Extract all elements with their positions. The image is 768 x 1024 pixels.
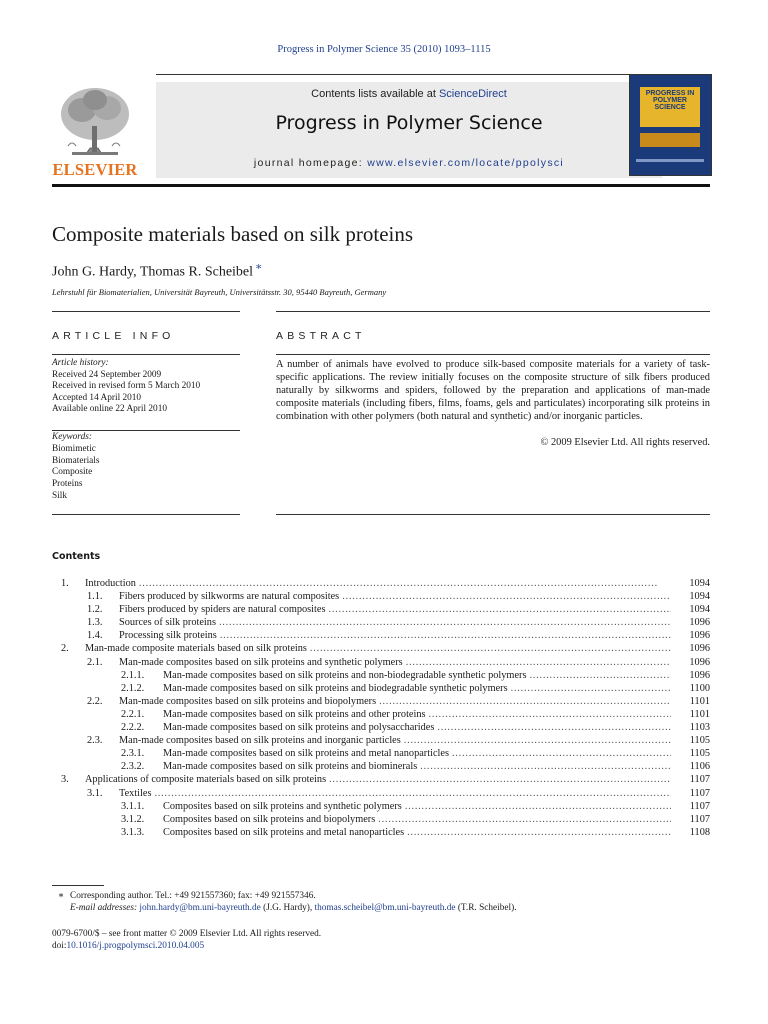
journal-name: Progress in Polymer Science [275, 112, 543, 134]
info-rule-top [52, 311, 240, 312]
toc-entry-number: 2.2.1. [121, 708, 145, 720]
toc-entry[interactable] [52, 760, 710, 773]
toc-entry-number: 2.2.2. [121, 722, 145, 734]
journal-header [52, 74, 710, 186]
toc-entry-number: 2.1. [87, 656, 103, 668]
toc-entry-page: 1105 [689, 735, 710, 747]
toc-entry[interactable] [52, 603, 710, 616]
toc-dot-leader [511, 682, 671, 695]
toc-entry-title[interactable]: Applications of composite materials based on silk proteins [85, 774, 327, 786]
doi-prefix: doi: [52, 941, 67, 951]
toc-entry-page: 1101 [689, 695, 710, 707]
history-item: Received 24 September 2009 [52, 369, 162, 380]
toc-dot-leader [379, 695, 671, 708]
toc-entry[interactable] [52, 773, 710, 786]
toc-entry-page: 1100 [689, 682, 710, 694]
toc-entry[interactable] [52, 577, 710, 590]
info-rule-2 [52, 354, 240, 355]
toc-entry[interactable] [52, 800, 710, 813]
toc-entry-title[interactable]: Man-made composites based on silk proteins and inorganic particles [119, 735, 401, 747]
toc-entry-title[interactable]: Composites based on silk proteins and synthetic polymers [163, 800, 402, 812]
footnote-rule [52, 885, 104, 886]
toc-entry-page: 1094 [689, 578, 710, 589]
keyword: Composite [52, 467, 93, 478]
toc-entry-title[interactable]: Man-made composite materials based on silk proteins [85, 643, 307, 655]
toc-dot-leader [310, 642, 671, 655]
keyword: Biomaterials [52, 455, 100, 466]
toc-entry[interactable] [52, 826, 710, 839]
toc-entry-page: 1096 [689, 669, 710, 681]
toc-dot-leader [328, 603, 671, 616]
toc-entry-title[interactable]: Man-made composites based on silk proteins and biopolymers [119, 695, 377, 707]
cover-footer-bar [636, 159, 704, 162]
journal-citation[interactable]: Progress in Polymer Science 35 (2010) 1093–1115 [277, 44, 491, 55]
toc-dot-leader [378, 813, 671, 826]
affiliation: Lehrstuhl für Biomaterialien, Universität Bayreuth, Universitätsstr. 30, 95440 Bayreuth, Germany [52, 287, 387, 297]
toc-entry[interactable] [52, 669, 710, 682]
toc-entry[interactable] [52, 787, 710, 800]
toc-entry-number: 2. [61, 643, 69, 655]
info-rule-3 [52, 430, 240, 431]
toc-dot-leader [437, 721, 671, 734]
toc-entry-number: 3. [61, 774, 69, 786]
toc-entry-number: 3.1.3. [121, 826, 145, 838]
toc-entry-title[interactable]: Fibers produced by spiders are natural composites [119, 604, 326, 616]
history-item: Accepted 14 April 2010 [52, 392, 142, 403]
doi-line [52, 940, 321, 952]
toc-dot-leader [452, 747, 671, 760]
author-line [52, 260, 263, 281]
keyword: Biomimetic [52, 443, 96, 454]
keyword: Silk [52, 490, 67, 501]
toc-entry-title[interactable]: Man-made composites based on silk proteins and polysaccharides [163, 722, 435, 734]
toc-entry-title[interactable]: Composites based on silk proteins and metal nanoparticles [163, 826, 405, 838]
toc-entry-number: 1.1. [87, 591, 103, 603]
toc-entry-page: 1101 [689, 708, 710, 720]
toc-entry-title[interactable]: Sources of silk proteins [119, 617, 216, 629]
toc-entry-page: 1096 [689, 630, 710, 642]
toc-entry-number: 1.2. [87, 604, 103, 616]
abstract-rule-bottom [276, 514, 710, 515]
toc-entry-page: 1096 [689, 643, 710, 655]
email-owner-scheibel: (T.R. Scheibel). [455, 903, 517, 913]
toc-entry-page: 1096 [689, 656, 710, 668]
contents-availability [156, 88, 662, 100]
toc-entry[interactable] [52, 616, 710, 629]
front-matter [52, 928, 321, 952]
cover-strip [640, 133, 700, 147]
abstract-rule-2 [276, 354, 710, 355]
toc-entry[interactable] [52, 642, 710, 655]
table-of-contents [52, 577, 710, 839]
article-title: Composite materials based on silk proteins [52, 222, 414, 246]
toc-entry-number: 3.1.2. [121, 813, 145, 825]
corresponding-author-note [52, 890, 710, 902]
email-link-hardy[interactable]: john.hardy@bm.uni-bayreuth.de [139, 903, 261, 913]
toc-entry-page: 1105 [689, 748, 710, 760]
toc-entry[interactable] [52, 682, 710, 695]
toc-entry-title[interactable]: Introduction [85, 578, 136, 589]
toc-entry-number: 1.4. [87, 630, 103, 642]
toc-entry[interactable] [52, 629, 710, 642]
footnote [52, 890, 710, 914]
article-info-heading: ARTICLE INFO [52, 330, 175, 342]
toc-entry-page: 1108 [689, 826, 710, 838]
sciencedirect-link[interactable]: ScienceDirect [438, 88, 507, 100]
email-line [52, 902, 710, 914]
toc-entry[interactable] [52, 747, 710, 760]
contents-prefix: Contents lists available at [311, 88, 439, 100]
toc-entry-page: 1094 [689, 604, 710, 616]
toc-entry-number: 3.1.1. [121, 800, 145, 812]
toc-entry-title[interactable]: Man-made composites based on silk proteins and biominerals [163, 761, 418, 773]
homepage-link[interactable]: www.elsevier.com/locate/ppolysci [367, 157, 565, 169]
keywords-label: Keywords: [52, 432, 92, 442]
toc-entry-number: 2.1.1. [121, 669, 145, 681]
toc-entry-page: 1106 [689, 761, 710, 773]
homepage-prefix: journal homepage: [253, 157, 368, 169]
history-label: Article history: [52, 358, 109, 368]
toc-entry-title[interactable]: Man-made composites based on silk proteins and synthetic polymers [119, 656, 403, 668]
header-panel [156, 82, 662, 178]
toc-dot-leader [342, 590, 671, 603]
history-item: Received in revised form 5 March 2010 [52, 381, 201, 392]
history-item: Available online 22 April 2010 [52, 404, 167, 415]
issn-line: 0079-6700/$ – see front matter © 2009 Elsevier Ltd. All rights reserved. [52, 929, 322, 939]
toc-entry-number: 2.3.2. [121, 761, 145, 773]
toc-entry[interactable] [52, 813, 710, 826]
toc-entry-page: 1094 [689, 591, 710, 603]
toc-dot-leader [220, 629, 671, 642]
email-link-scheibel[interactable]: thomas.scheibel@bm.uni-bayreuth.de [314, 903, 456, 913]
info-rule-4 [52, 514, 240, 515]
doi-link[interactable]: 10.1016/j.progpolymsci.2010.04.005 [66, 941, 205, 951]
contents-heading: Contents [52, 551, 101, 562]
toc-entry-number: 1.3. [87, 617, 103, 629]
toc-dot-leader [219, 616, 671, 629]
abstract-rule-top [276, 311, 710, 312]
cover-title-block [640, 87, 700, 127]
toc-entry-number: 2.2. [87, 695, 103, 707]
toc-entry[interactable] [52, 708, 710, 721]
corresponding-text: Corresponding author. Tel.: +49 921557360; fax: +49 921557346. [70, 891, 316, 901]
toc-entry-number: 1. [61, 578, 69, 589]
toc-entry-title[interactable]: Man-made composites based on silk proteins and other proteins [163, 708, 426, 720]
keywords [52, 432, 240, 503]
toc-entry-title[interactable]: Man-made composites based on silk proteins and biodegradable synthetic polymers [163, 682, 508, 694]
elsevier-logo [52, 80, 138, 180]
keyword: Proteins [52, 479, 83, 490]
toc-dot-leader [154, 787, 671, 800]
authors: John G. Hardy, Thomas R. Scheibel [52, 264, 254, 280]
abstract-copyright: © 2009 Elsevier Ltd. All rights reserved. [540, 437, 710, 448]
email-label: E-mail addresses: [70, 903, 138, 913]
toc-entry-title[interactable]: Processing silk proteins [119, 630, 217, 642]
toc-entry-page: 1096 [689, 617, 710, 629]
toc-entry-title[interactable]: Composites based on silk proteins and biopolymers [163, 813, 376, 825]
corresponding-author-mark[interactable]: ∗ [255, 261, 263, 273]
toc-entry-title[interactable]: Man-made composites based on silk proteins and non-biodegradable synthetic polymers [163, 669, 527, 681]
email-owner-hardy: (J.G. Hardy), [260, 903, 315, 913]
journal-cover-thumbnail[interactable] [629, 74, 712, 176]
abstract-heading: ABSTRACT [276, 330, 366, 342]
toc-entry-title[interactable]: Fibers produced by silkworms are natural composites [119, 591, 340, 603]
toc-entry-page: 1103 [689, 722, 710, 734]
toc-entry-page: 1107 [689, 813, 710, 825]
article-history [52, 358, 240, 416]
toc-entry-number: 3.1. [87, 787, 103, 799]
toc-entry-number: 2.3. [87, 735, 103, 747]
toc-entry-page: 1107 [689, 787, 710, 799]
publisher-wordmark: ELSEVIER [52, 160, 138, 179]
toc-entry[interactable] [52, 734, 710, 747]
toc-dot-leader [529, 669, 671, 682]
toc-dot-leader [420, 760, 671, 773]
footnote-star: ∗ [57, 891, 65, 901]
toc-entry[interactable] [52, 721, 710, 734]
header-top-rule [156, 74, 662, 75]
toc-entry-title[interactable]: Textiles [119, 787, 152, 799]
toc-dot-leader [329, 773, 671, 786]
toc-entry-page: 1107 [689, 800, 710, 812]
toc-entry-number: 2.3.1. [121, 748, 145, 760]
toc-dot-leader [406, 656, 671, 669]
toc-dot-leader [405, 800, 671, 813]
toc-dot-leader [429, 708, 671, 721]
toc-entry[interactable] [52, 590, 710, 603]
cover-title: PROGRESS IN POLYMER SCIENCE [645, 90, 695, 111]
abstract-text: A number of animals have evolved to produce silk-based composite materials for a variety of task-specific applications. The review initially focuses on the composite structure of silk fibers produced naturally by silkworms and spiders, followed by the preparation and applications of man-made composite materials (including fibers, films, foams, gels and particulates) incorporating silk proteins in combination with other polymers (both natural and synthetic) and/or inorganic particles. [276, 359, 710, 423]
header-bottom-rule [52, 184, 710, 187]
toc-entry-title[interactable]: Man-made composites based on silk proteins and metal nanoparticles [163, 748, 449, 760]
journal-homepage [156, 157, 662, 169]
toc-entry-number: 2.1.2. [121, 682, 145, 694]
toc-entry[interactable] [52, 656, 710, 669]
toc-entry-page: 1107 [689, 774, 710, 786]
toc-dot-leader [404, 734, 671, 747]
toc-dot-leader [139, 577, 671, 590]
toc-entry[interactable] [52, 695, 710, 708]
toc-dot-leader [407, 826, 671, 839]
